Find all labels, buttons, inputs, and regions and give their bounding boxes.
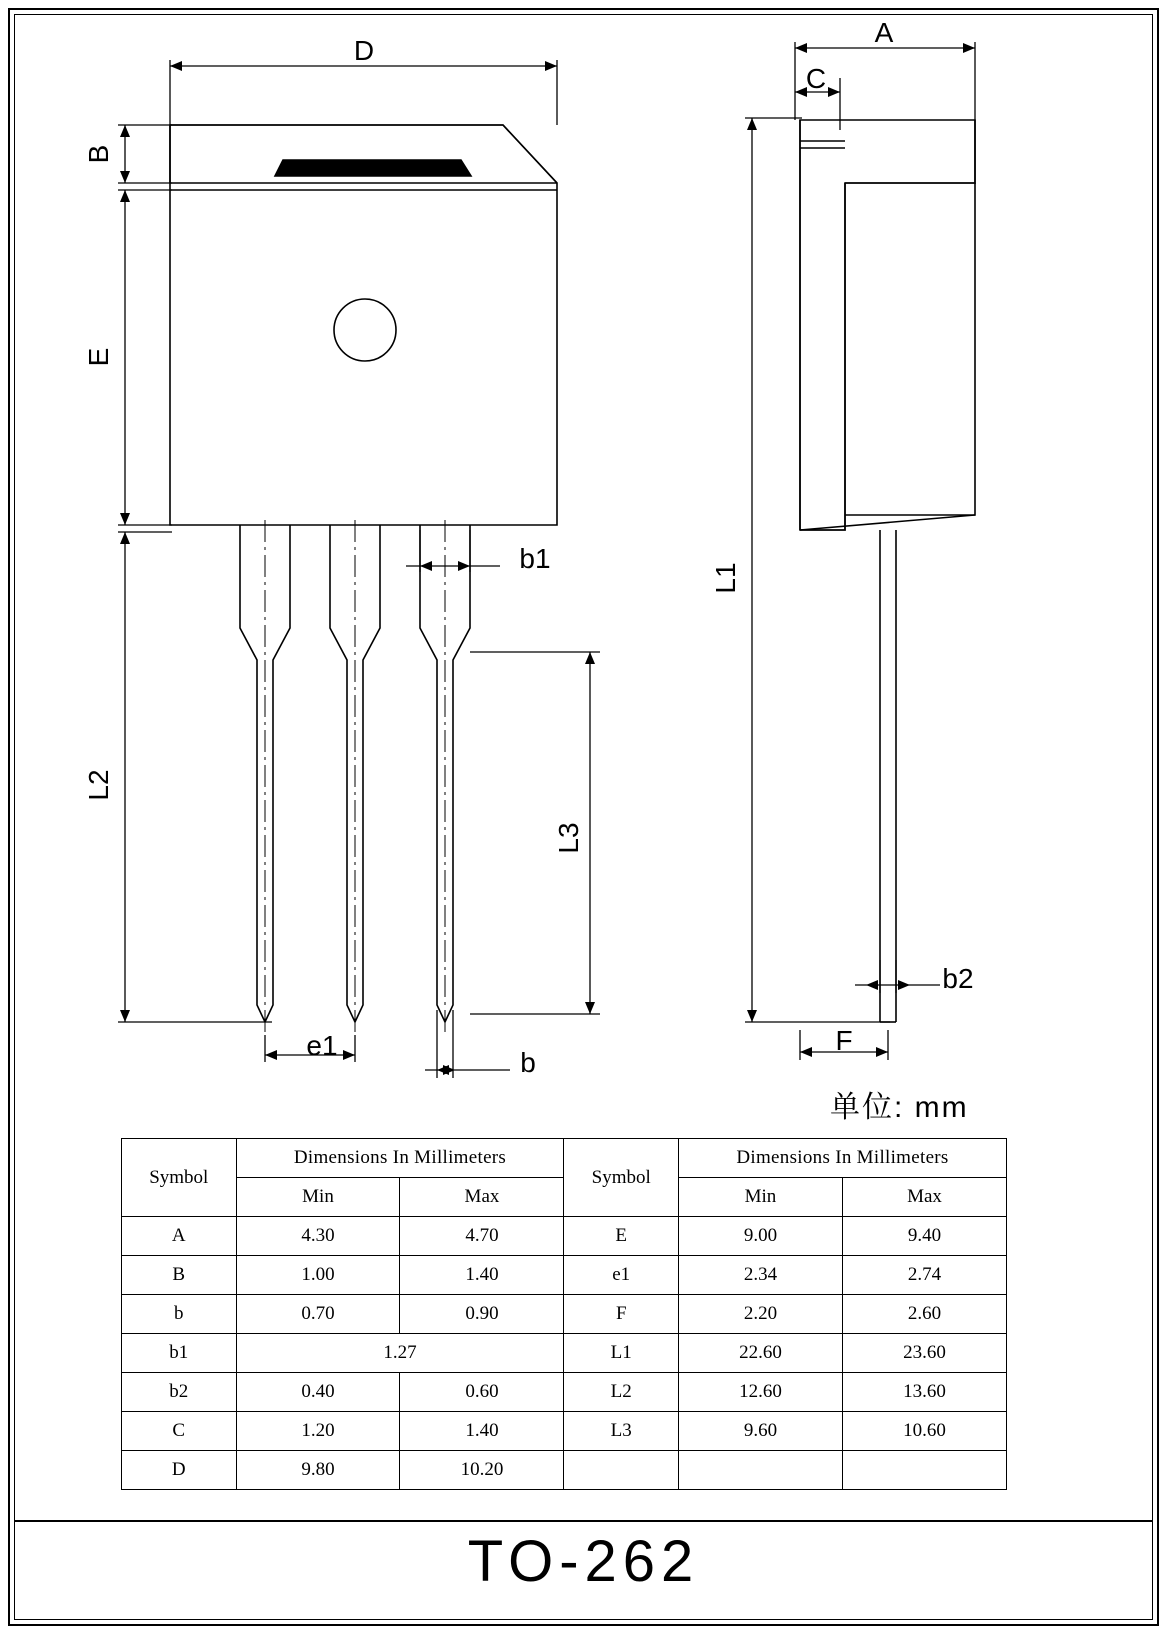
cell-max: 10.20 [400,1451,564,1490]
label-b1: b1 [519,543,551,574]
label-b2: b2 [942,963,974,994]
cell-max: 4.70 [400,1217,564,1256]
dimension-D [170,60,557,125]
dimension-B [118,125,172,183]
table-row [122,1373,1007,1412]
leads-front [240,520,470,1035]
cell-min: 0.40 [236,1373,400,1412]
dimension-b1 [406,530,500,572]
unit-note: 单位: mm [830,1091,969,1124]
package-body-front [170,125,557,525]
dimension-b2 [855,960,940,993]
dimension-E [118,190,172,525]
dimension-L1 [745,118,890,1022]
label-C: C [805,63,827,94]
cell-min: 2.20 [678,1295,842,1334]
cell-min: 9.80 [236,1451,400,1490]
cell-max: 2.74 [842,1256,1006,1295]
table-row [122,1412,1007,1451]
cell-max: 0.60 [400,1373,564,1412]
header-dimensions-left: Dimensions In Millimeters [236,1139,564,1178]
header-dimensions-right: Dimensions In Millimeters [678,1139,1006,1178]
cell-max [842,1451,1006,1490]
cell-min: 1.20 [236,1412,400,1451]
cell-symbol: C [122,1412,237,1451]
cell-symbol: b2 [122,1373,237,1412]
cell-symbol: L1 [564,1334,679,1373]
cell-symbol [564,1451,679,1490]
table-row [122,1451,1007,1490]
mounting-hole [334,299,396,361]
cell-symbol: L2 [564,1373,679,1412]
cell-symbol: B [122,1256,237,1295]
header-min: Min [678,1178,842,1217]
cell-symbol: b1 [122,1334,237,1373]
label-e1: e1 [306,1030,338,1061]
cell-symbol: A [122,1217,237,1256]
cell-symbol: D [122,1451,237,1490]
cell-symbol: F [564,1295,679,1334]
dimension-b [425,1010,510,1078]
header-max: Max [842,1178,1006,1217]
package-title: TO-262 [467,1529,700,1594]
cell-min: 0.70 [236,1295,400,1334]
table-row [122,1295,1007,1334]
cell-max: 23.60 [842,1334,1006,1373]
cell-max: 2.60 [842,1295,1006,1334]
cell-min: 2.34 [678,1256,842,1295]
header-symbol-right: Symbol [564,1139,679,1217]
cell-max: 1.40 [400,1412,564,1451]
header-symbol-left: Symbol [122,1139,237,1217]
table-row [122,1334,1007,1373]
label-D: D [353,35,375,66]
label-A: A [874,17,894,48]
dimensions-table [121,1138,1007,1490]
cell-min [678,1451,842,1490]
cell-max: 1.40 [400,1256,564,1295]
dimension-L2 [118,532,272,1022]
header-max: Max [400,1178,564,1217]
label-L1: L1 [710,562,741,594]
cell-symbol: b [122,1295,237,1334]
cell-symbol: E [564,1217,679,1256]
cell-value-span: 1.27 [236,1334,564,1373]
lead-side [880,530,896,1022]
cell-min: 22.60 [678,1334,842,1373]
cell-min: 9.60 [678,1412,842,1451]
cell-min: 1.00 [236,1256,400,1295]
cell-max: 0.90 [400,1295,564,1334]
cell-symbol: e1 [564,1256,679,1295]
label-L3: L3 [553,822,584,854]
table-header-row [122,1139,1007,1178]
header-min: Min [236,1178,400,1217]
label-b: b [520,1047,536,1078]
label-E: E [83,347,114,367]
cell-max: 9.40 [842,1217,1006,1256]
metal-tab [275,160,471,176]
cell-max: 13.60 [842,1373,1006,1412]
cell-max: 10.60 [842,1412,1006,1451]
label-B: B [83,144,114,164]
label-F: F [835,1025,853,1056]
label-L2: L2 [83,769,114,801]
cell-min: 12.60 [678,1373,842,1412]
cell-symbol: L3 [564,1412,679,1451]
table-row [122,1217,1007,1256]
table-row [122,1256,1007,1295]
cell-min: 9.00 [678,1217,842,1256]
cell-min: 4.30 [236,1217,400,1256]
package-body-side [800,120,975,530]
